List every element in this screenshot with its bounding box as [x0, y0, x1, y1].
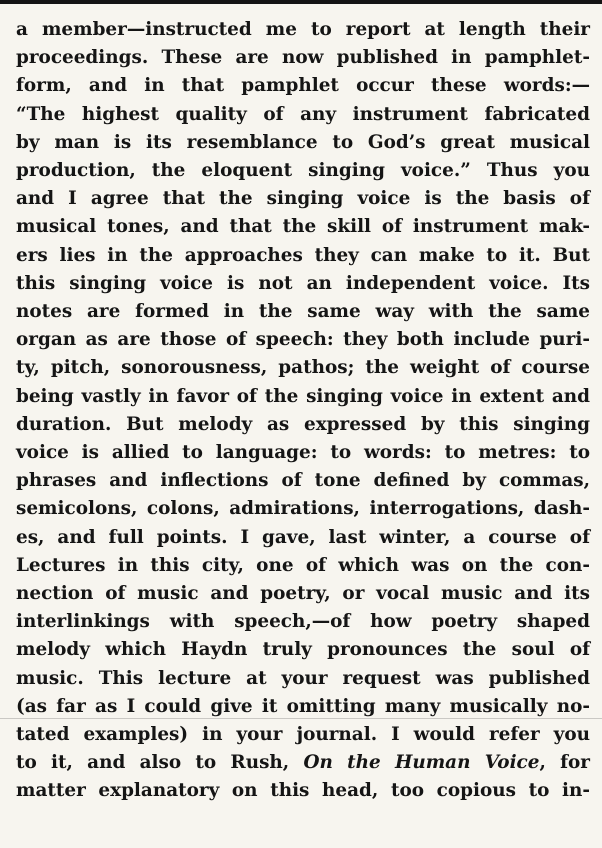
text-line: music. This lecture at your request was published	[16, 667, 590, 689]
text-line: proceedings. These are now published in pamphlet-	[16, 47, 590, 69]
text-line: ty, pitch, sonorousness, pathos; the weight of course	[16, 357, 590, 379]
text-line: semicolons, colons, admirations, interrogations, dash-	[16, 498, 590, 520]
text-line-with-italic	[16, 749, 590, 777]
text-line: this singing voice is not an independent voice. Its	[16, 272, 590, 294]
text-line: a member—instructed me to report at length their	[16, 19, 590, 40]
text-line: nection of music and poetry, or vocal music and its	[16, 583, 590, 605]
text-segment: to it, and also to Rush,	[16, 752, 304, 774]
text-line: by man is its resemblance to God’s great musical	[16, 131, 590, 153]
text-line: interlinkings with speech,—of how poetry shaped	[16, 611, 590, 633]
text-line: organ as are those of speech: they both include puri-	[16, 329, 590, 351]
text-line: voice is allied to language: to words: to metres: to	[16, 442, 590, 464]
text-line: “The highest quality of any instrument fabricated	[16, 103, 590, 125]
text-line: ers lies in the approaches they can make to it. But	[16, 244, 590, 266]
text-line: being vastly in favor of the singing voice in extent and	[16, 385, 590, 407]
book-title: On the Human Voice	[303, 752, 540, 774]
text-segment: , for	[539, 752, 590, 774]
text-line: notes are formed in the same way with the same	[16, 301, 590, 323]
article-column	[16, 16, 590, 806]
text-line: melody which Haydn truly pronounces the soul of	[16, 639, 590, 661]
text-line: matter explanatory on this head, too copious to in-	[16, 780, 590, 802]
text-line: duration. But melody as expressed by this singing	[16, 413, 590, 435]
text-line: (as far as I could give it omitting many musically no-	[16, 695, 590, 717]
text-line: tated examples) in your journal. I would refer you	[16, 724, 590, 746]
text-line: production, the eloquent singing voice.” Thus you	[16, 160, 590, 182]
text-line: es, and full points. I gave, last winter, a course of	[16, 526, 590, 548]
text-line: phrases and inflections of tone defined by commas,	[16, 470, 590, 492]
text-line: Lectures in this city, one of which was on the con-	[16, 554, 590, 576]
text-line: and I agree that the singing voice is the basis of	[16, 188, 590, 210]
text-line: form, and in that pamphlet occur these words:—	[16, 75, 590, 97]
text-line: musical tones, and that the skill of instrument mak-	[16, 216, 590, 238]
top-rule	[0, 0, 602, 4]
